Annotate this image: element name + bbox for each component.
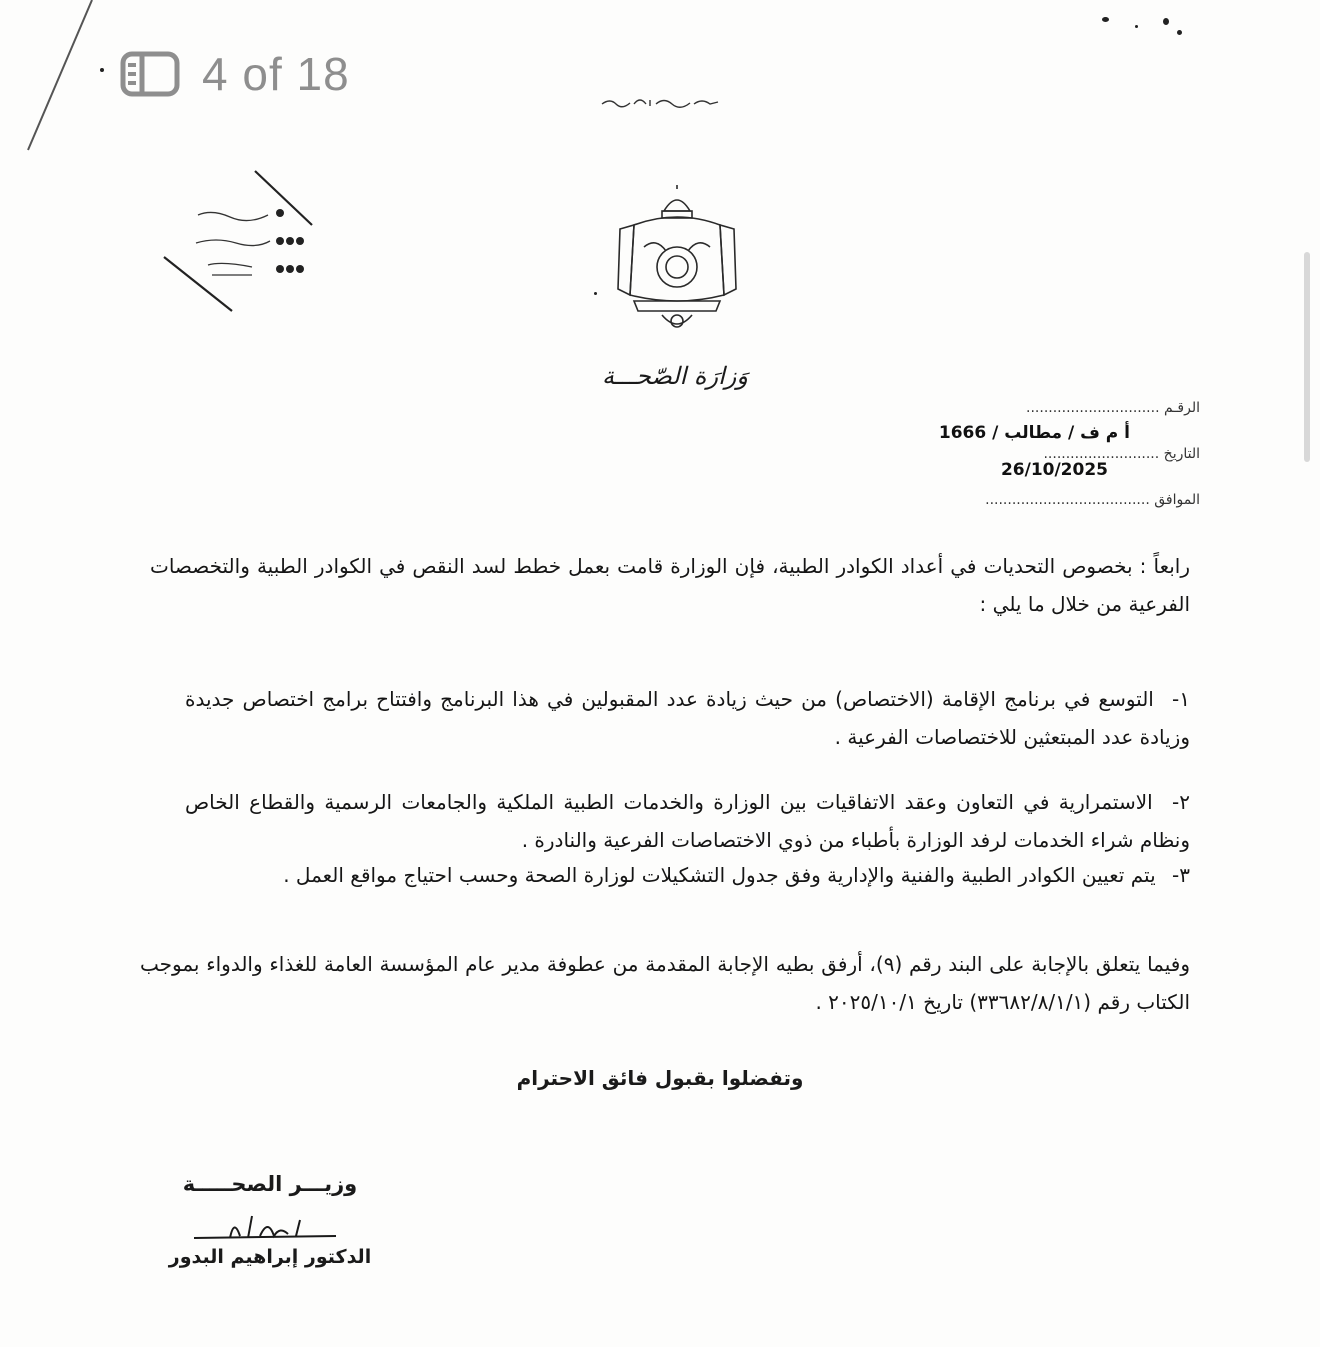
ref-number-value: أ م ف / مطالب / 1666 <box>938 423 1130 443</box>
list-item-text: الاستمرارية في التعاون وعقد الاتفاقيات بين الوزارة والخدمات الطبية الملكية والجامعات الرسمية والقطاع الخاص ونظام شراء الخدمات لرفد الوزارة بأطباء من ذوي الاختصاصات الفرعية والنادرة . <box>185 790 1190 852</box>
scan-speck <box>1163 18 1169 25</box>
ref-number-label: الرقـم <box>1164 400 1200 416</box>
page-counter[interactable] <box>120 48 350 100</box>
ref-date-label: التاريخ <box>1163 446 1200 462</box>
attachment-paragraph: وفيما يتعلق بالإجابة على البند رقم (٩)، أرفق بطيه الإجابة المقدمة من عطوفة مدير عام المؤسسة العامة للغذاء والدواء بموجب الكتاب رقم (٣٣٦٨٢/٨/١/١) تاريخ ٢٠٢٥/١٠/١ . <box>140 952 1190 1014</box>
handwritten-signature <box>190 1208 340 1248</box>
ref-date-row: التاريخ .......................... <box>1043 446 1200 462</box>
ref-number-row: الرقـم .............................. <box>1026 400 1200 416</box>
coat-of-arms-emblem <box>612 185 742 335</box>
list-item-text: يتم تعيين الكوادر الطبية والفنية والإدارية وفق جدول التشكيلات لوزارة الصحة وحسب احتياج مواقع العمل . <box>283 863 1156 887</box>
ref-date-value: 26/10/2025 <box>1000 460 1108 480</box>
list-item-text: التوسع في برنامج الإقامة (الاختصاص) من حيث زيادة عدد المقبولين في هذا البرنامج وافتتاح برامج اختصاص جديدة وزيادة عدد المبتعثين للاختصاصات الفرعية . <box>185 687 1190 749</box>
ref-corresponding-row: الموافق ..................................... <box>985 492 1200 508</box>
list-item <box>185 783 1190 859</box>
list-item-number: ٢- <box>1172 790 1191 814</box>
scan-edge-line <box>0 0 120 170</box>
ministry-name: وَزارَة الصّحـــة <box>602 362 748 390</box>
scan-speck <box>1135 25 1138 28</box>
scrollbar-thumb[interactable] <box>1304 252 1310 462</box>
list-item-number: ٣- <box>1172 863 1190 887</box>
signatory-name: الدكتور إبراهيم البدور <box>168 1246 372 1268</box>
header-motto-graphic <box>600 92 720 112</box>
ref-corresponding-label: الموافق <box>1154 492 1200 508</box>
sidebar-icon[interactable] <box>120 51 180 97</box>
closing-line: وتفضلوا بقبول فائق الاحترام <box>516 1066 804 1090</box>
signature-title: وزيـــر الصحـــــة <box>182 1172 358 1196</box>
page-counter-label: 4 of 18 <box>202 48 350 100</box>
list-item <box>185 856 1190 894</box>
scan-speck <box>594 292 597 295</box>
scan-speck <box>1177 30 1182 35</box>
list-item <box>185 680 1190 756</box>
intro-paragraph: رابعاً : بخصوص التحديات في أعداد الكوادر الطبية، فإن الوزارة قامت بعمل خطط لسد النقص في الكوادر الطبية والتخصصات الفرعية من خلال ما يلي : <box>150 554 1190 616</box>
scan-speck <box>100 68 104 72</box>
reception-stamp <box>160 165 320 315</box>
scan-speck <box>1102 17 1109 22</box>
list-item-number: ١- <box>1172 687 1190 711</box>
